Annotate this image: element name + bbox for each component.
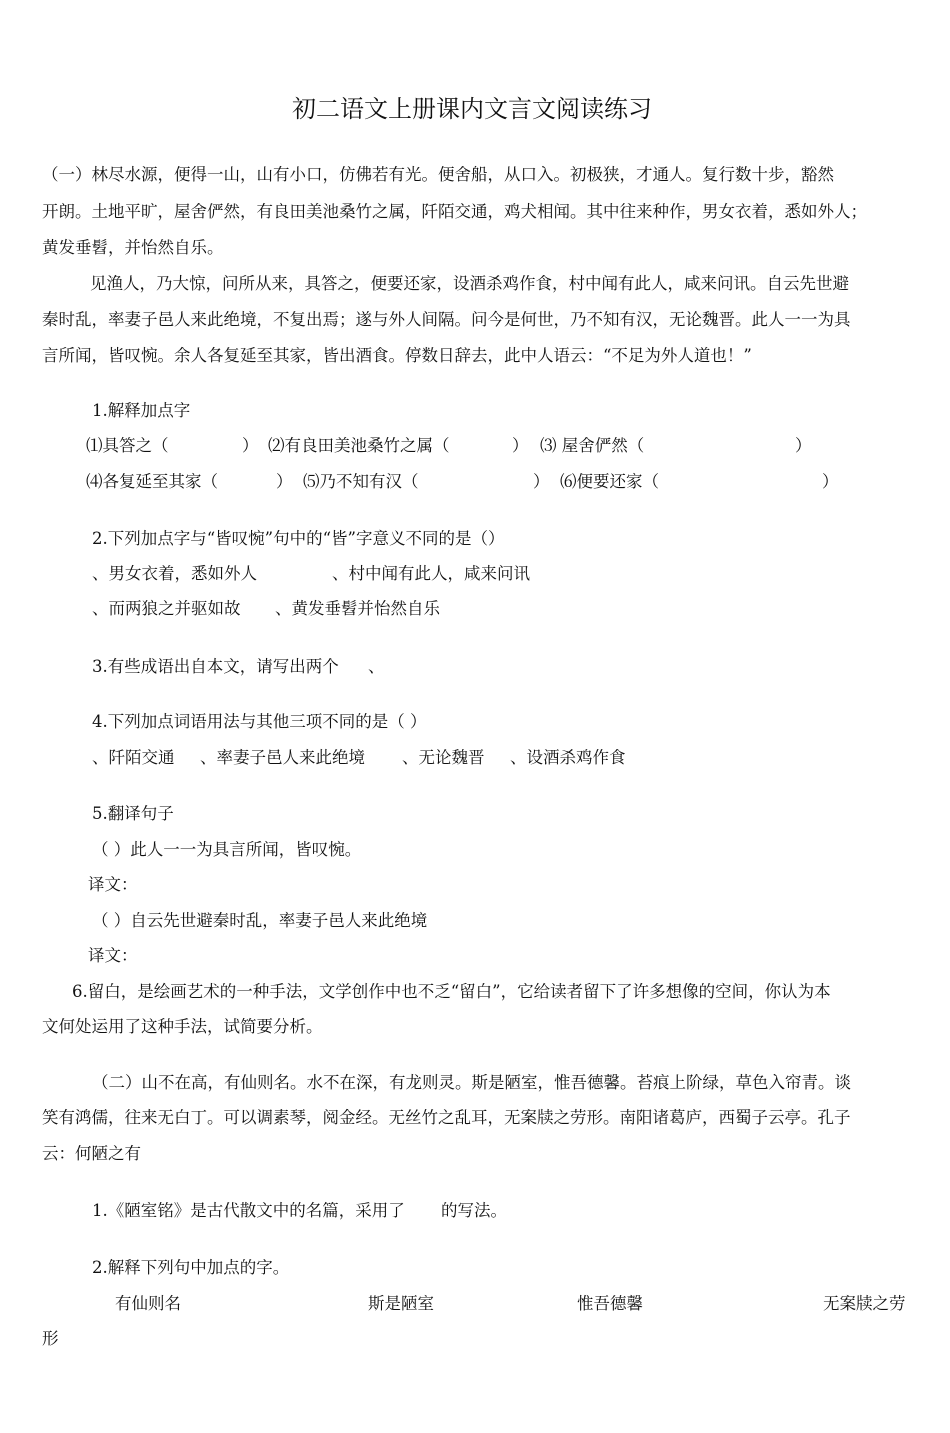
answer-separator: 、 [368, 657, 385, 676]
question-label: 5.翻译句子 [92, 804, 174, 823]
option: 、无论魏晋 [402, 748, 485, 767]
option: 、村中闻有此人，咸来问讯 [332, 564, 530, 583]
passage-1-line: （一）林尽水源，便得一山，山有小口，仿佛若有光。便舍船，从口入。初极狭，才通人。复行数十步，豁然 [42, 165, 834, 184]
translation-label: 译文： [88, 875, 138, 894]
question-text: 1.《陋室铭》是古代散文中的名篇，采用了 [92, 1201, 405, 1220]
question-line: 6.留白，是绘画艺术的一种手法，文学创作中也不乏“留白”，它给读者留下了许多想像的空间，你认为本 [72, 982, 831, 1001]
question-item: ） [822, 472, 839, 491]
question-item: ⑷各复延至其家（ [86, 472, 218, 491]
question-item: 形 [42, 1329, 59, 1348]
question-item: ） [242, 436, 259, 455]
question-label: 1.解释加点字 [92, 401, 191, 420]
question-item: ） [795, 436, 812, 455]
option: 、而两狼之并驱如故 [92, 599, 241, 618]
question-text: 的写法。 [441, 1201, 507, 1220]
passage-2-line: 云：何陋之有 [42, 1144, 141, 1163]
option: 、阡陌交通 [92, 748, 175, 767]
question-label: 3.有些成语出自本文，请写出两个 [92, 657, 339, 676]
question-item: ⑶ 屋舍俨然（ [540, 436, 645, 455]
question-item: ） [512, 436, 529, 455]
question-item: 斯是陋室 [368, 1294, 434, 1313]
passage-1-line: 秦时乱，率妻子邑人来此绝境，不复出焉；遂与外人间隔。问今是何世，乃不知有汉，无论魏晋。此人一一为具 [42, 310, 851, 329]
passage-1-line: 言所闻，皆叹惋。余人各复延至其家，皆出酒食。停数日辞去，此中人语云：“不足为外人道也！” [42, 346, 752, 365]
option: 、率妻子邑人来此绝境 [200, 748, 365, 767]
passage-2-line: （二）山不在高，有仙则名。水不在深，有龙则灵。斯是陋室，惟吾德馨。苔痕上阶绿，草色入帘青。谈 [92, 1073, 851, 1092]
question-label: 2.下列加点字与“皆叹惋”句中的“皆”字意义不同的是（） [92, 529, 505, 548]
question-item: ⑹便要还家（ [560, 472, 659, 491]
option: 、设酒杀鸡作食 [510, 748, 626, 767]
question-item: 有仙则名 [115, 1294, 181, 1313]
question-item: ） [533, 472, 550, 491]
sentence: （ ）自云先世避秦时乱，率妻子邑人来此绝境 [92, 911, 428, 930]
question-item: ⑴具答之（ [86, 436, 169, 455]
question-item: ⑸乃不知有汉（ [303, 472, 419, 491]
question-item: 惟吾德馨 [577, 1294, 643, 1313]
page-title: 初二语文上册课内文言文阅读练习 [292, 95, 652, 123]
passage-1-line: 黄发垂髫，并怡然自乐。 [42, 238, 224, 257]
translation-label: 译文： [88, 946, 138, 965]
passage-2-line: 笑有鸿儒，往来无白丁。可以调素琴，阅金经。无丝竹之乱耳，无案牍之劳形。南阳诸葛庐，西蜀子云亭。孔子 [42, 1108, 851, 1127]
question-line: 文何处运用了这种手法，试简要分析。 [42, 1017, 323, 1036]
option: 、黄发垂髫并怡然自乐 [275, 599, 440, 618]
question-label: 4.下列加点词语用法与其他三项不同的是（ ） [92, 712, 427, 731]
question-item: ） [276, 472, 293, 491]
option: 、男女衣着，悉如外人 [92, 564, 257, 583]
passage-1-line: 见渔人，乃大惊，问所从来，具答之，便要还家，设酒杀鸡作食，村中闻有此人，咸来问讯。自云先世避 [90, 274, 849, 293]
question-label: 2.解释下列句中加点的字。 [92, 1258, 290, 1277]
question-item: ⑵有良田美池桑竹之属（ [268, 436, 450, 455]
passage-1-line: 开朗。土地平旷，屋舍俨然，有良田美池桑竹之属，阡陌交通，鸡犬相闻。其中往来种作，男女衣着，悉如外人； [42, 202, 867, 221]
question-item: 无案牍之劳 [823, 1294, 906, 1313]
sentence: （ ）此人一一为具言所闻，皆叹惋。 [92, 840, 362, 859]
